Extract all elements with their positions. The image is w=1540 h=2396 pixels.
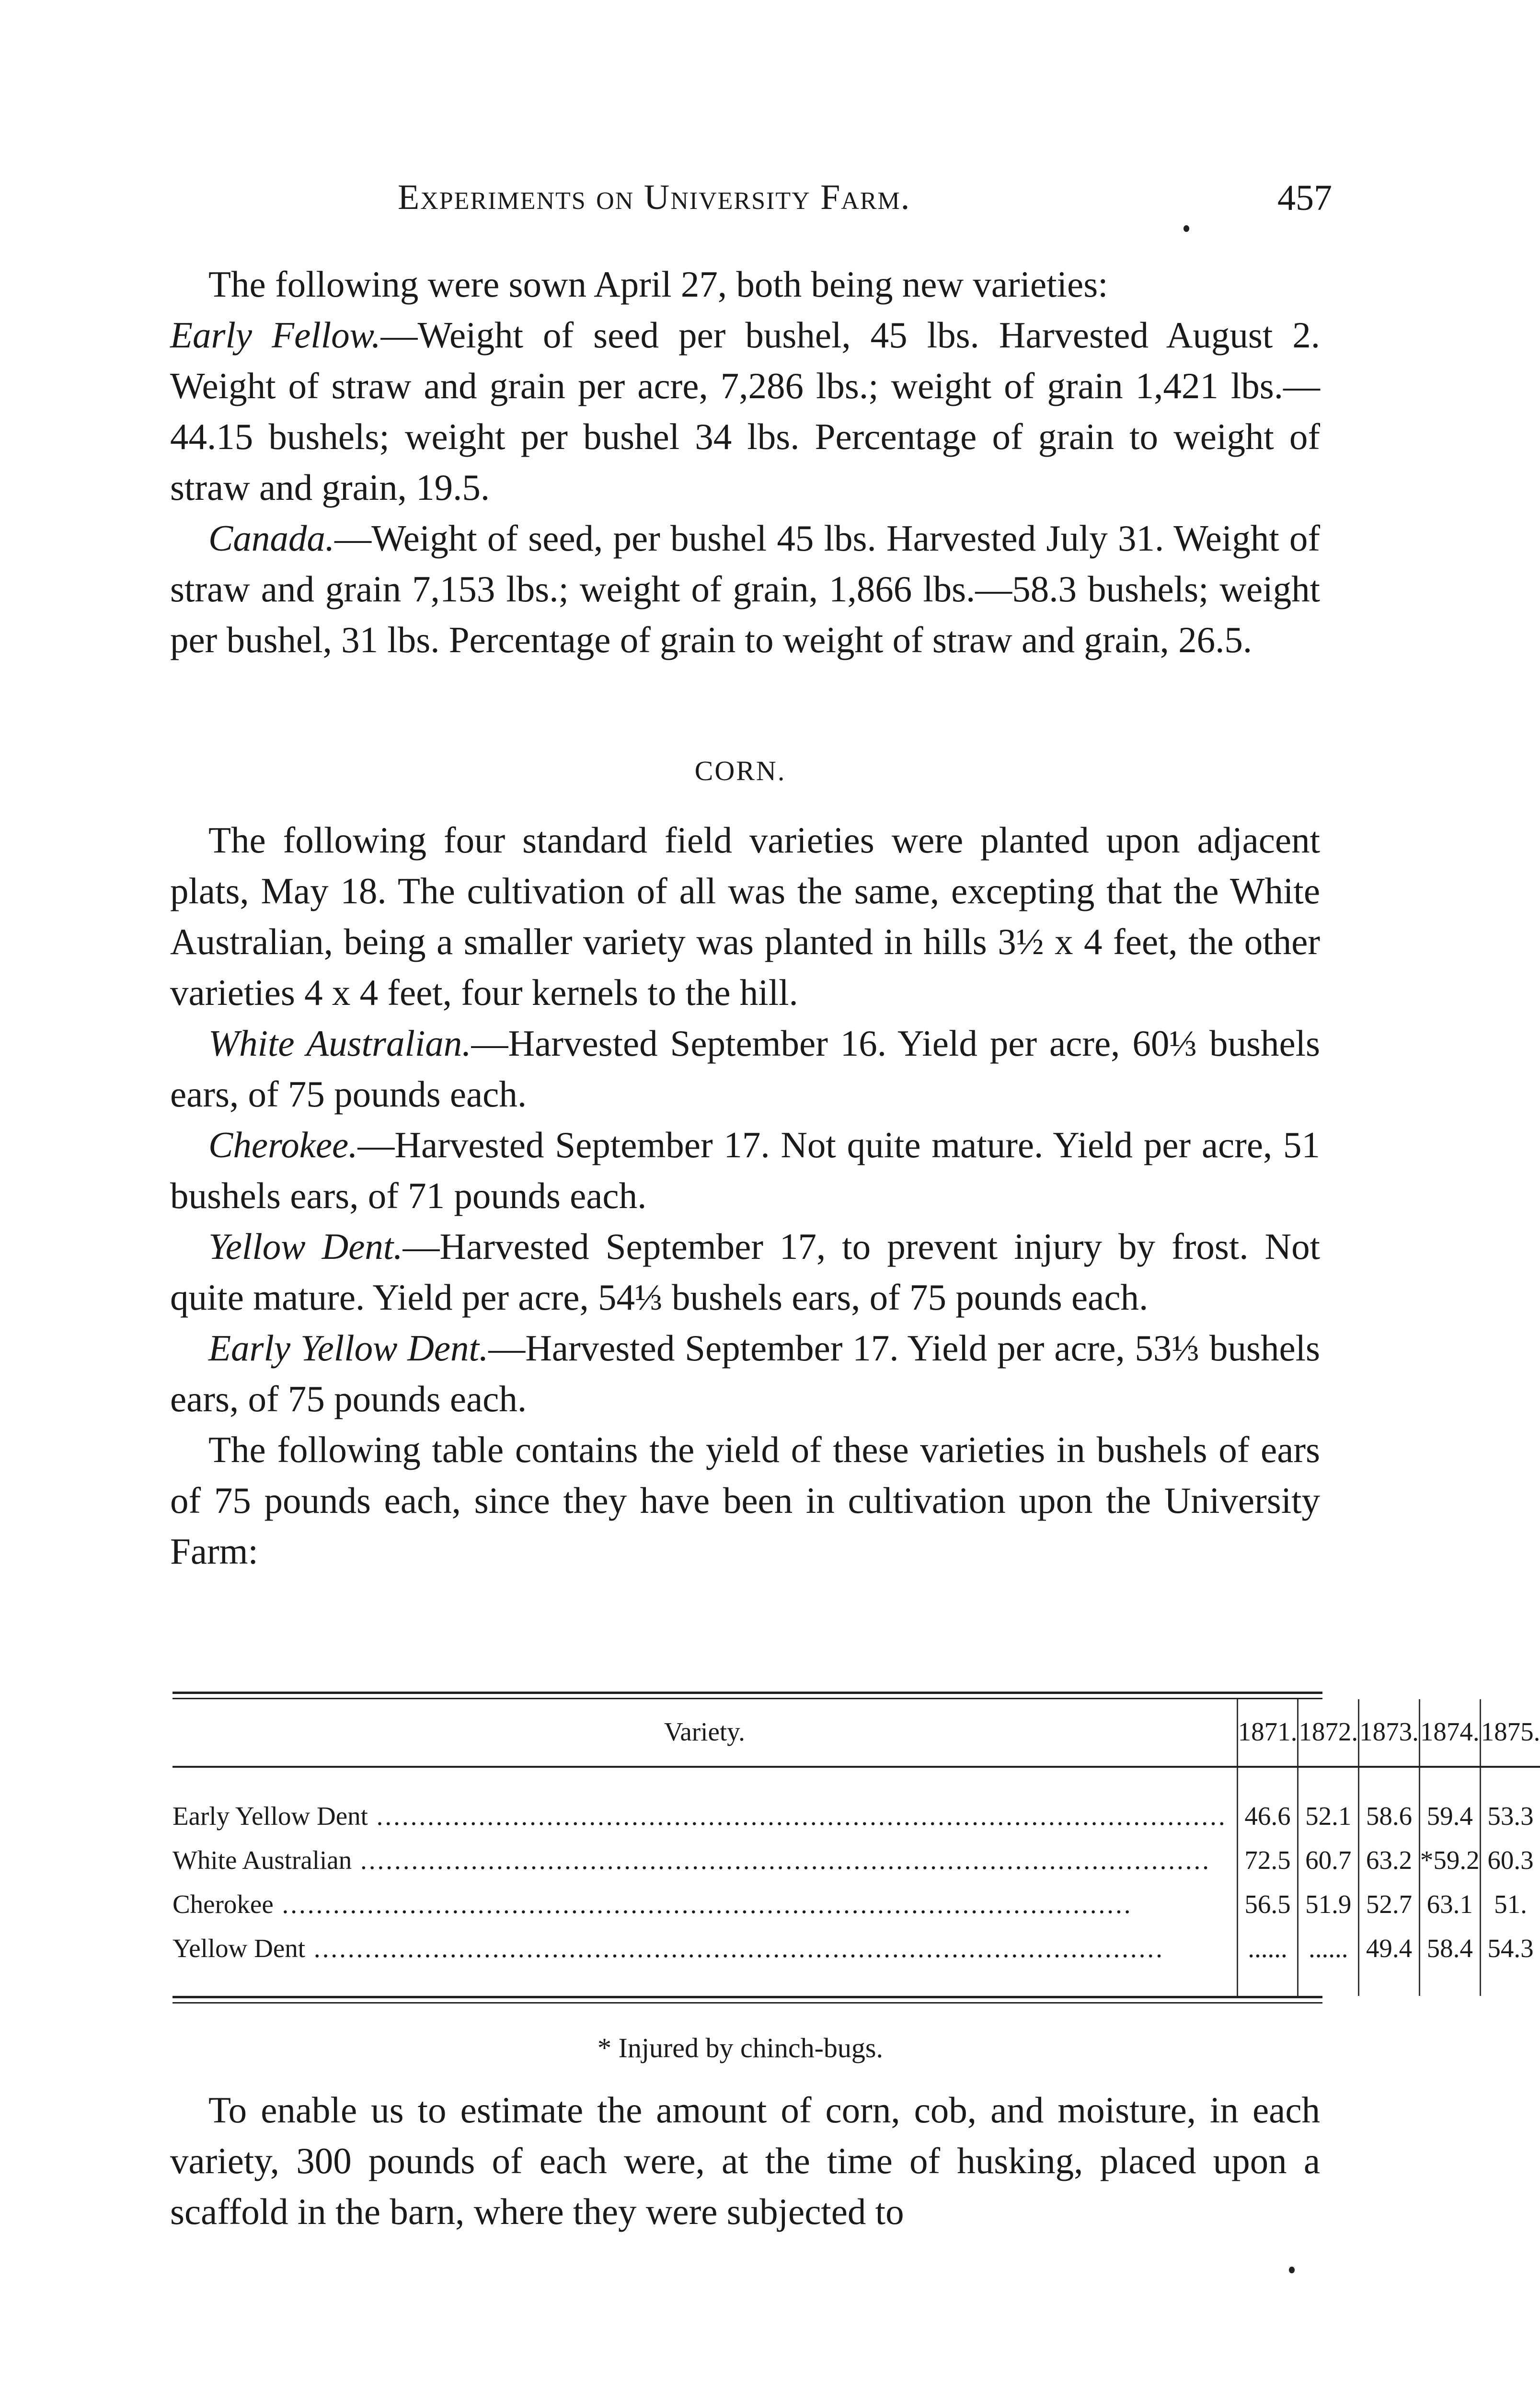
variety-name: White Australian.	[208, 1023, 471, 1064]
paragraph: The following table contains the yield of these varieties in bushels of ears of 75 pounds each, since they have been in cultivation upon the University Farm:	[170, 1429, 1320, 1572]
variety-label: Early Yellow Dent .....	[172, 1801, 1227, 1831]
yield-cell: 52.7	[1359, 1882, 1420, 1926]
yield-cell: 46.6	[1237, 1767, 1298, 1838]
yield-table	[172, 1699, 1540, 1996]
paragraph-cherokee	[170, 1119, 1320, 1221]
paragraph-early-fellow	[170, 310, 1320, 513]
yield-cell: 63.1	[1419, 1882, 1480, 1926]
ink-speck	[1289, 2267, 1295, 2273]
column-header-variety: Variety.	[172, 1699, 1237, 1767]
variety-cell	[172, 1882, 1237, 1926]
yield-cell: 54.3	[1480, 1926, 1540, 1996]
paragraph-text: —Weight of seed, per bushel 45 lbs. Harvested July 31. Weight of straw and grain 7,153 lbs.; weight of grain, 1,866 lbs.—58.3 bushels; weight per bushel, 31 lbs. Percentage of grain to weight of straw and grain, 26.5.	[170, 518, 1320, 660]
yield-cell: 51.	[1480, 1882, 1540, 1926]
yield-cell: 63.2	[1359, 1838, 1420, 1882]
paragraph-text: —Harvested September 16. Yield per acre, 60⅓ bushels ears, of 75 pounds each.	[170, 1023, 1320, 1115]
yield-cell: ......	[1298, 1926, 1359, 1996]
table-row	[172, 1767, 1540, 1838]
page-number: 457	[1277, 178, 1332, 218]
yield-cell: 60.7	[1298, 1838, 1359, 1882]
variety-cell	[172, 1838, 1237, 1882]
table-header-row	[172, 1699, 1540, 1767]
variety-label: White Australian .....	[172, 1845, 1211, 1875]
paragraph: The following were sown April 27, both being new varieties:	[208, 264, 1108, 305]
variety-name: Canada.	[208, 518, 335, 559]
column-header-year: 1875.	[1480, 1699, 1540, 1767]
variety-cell	[172, 1767, 1237, 1838]
paragraph-early-yellow-dent	[170, 1323, 1320, 1424]
yield-cell: 59.4	[1419, 1767, 1480, 1838]
yield-cell: 72.5	[1237, 1838, 1298, 1882]
variety-name: Early Fellow.	[170, 314, 381, 356]
column-header-year: 1873.	[1359, 1699, 1420, 1767]
yield-cell: 58.4	[1419, 1926, 1480, 1996]
yield-cell: 51.9	[1298, 1882, 1359, 1926]
column-header-year: 1874.	[1419, 1699, 1480, 1767]
table-bottom-rule	[172, 1996, 1322, 2004]
paragraph-text: —Harvested September 17, to prevent injury by frost. Not quite mature. Yield per acre, 54⅓ bushels ears, of 75 pounds each.	[170, 1226, 1320, 1318]
oats-section	[170, 259, 1320, 665]
paragraph-text: —Harvested September 17. Not quite mature. Yield per acre, 51 bushels ears, of 71 pounds each.	[170, 1124, 1320, 1216]
yield-cell: 60.3	[1480, 1838, 1540, 1882]
variety-label: Yellow Dent .....	[172, 1934, 1164, 1963]
paragraph: To enable us to estimate the amount of corn, cob, and moisture, in each variety, 300 pounds of each were, at the time of husking, placed upon a scaffold in the barn, where they were subjected to	[170, 2089, 1320, 2232]
variety-name: Early Yellow Dent.	[208, 1327, 489, 1369]
table-footnote: * Injured by chinch-bugs.	[598, 2032, 883, 2063]
yield-cell: 49.4	[1359, 1926, 1420, 1996]
paragraph-canada	[170, 513, 1320, 665]
yield-cell: 58.6	[1359, 1767, 1420, 1838]
ink-speck	[1184, 225, 1189, 232]
paragraph-white-australian	[170, 1018, 1320, 1119]
paragraph-yellow-dent	[170, 1221, 1320, 1323]
section-heading: CORN.	[694, 755, 786, 786]
variety-name: Yellow Dent.	[208, 1226, 403, 1267]
variety-label: Cherokee .....	[172, 1889, 1133, 1919]
yield-cell: 53.3	[1480, 1767, 1540, 1838]
paragraph-text: —Weight of seed per bushel, 45 lbs. Harvested August 2. Weight of straw and grain per acre, 7,286 lbs.; weight of grain 1,421 lbs.—44.15 bushels; weight per bushel 34 lbs. Percentage of grain to weight of straw and grain, 19.5.	[170, 314, 1320, 508]
closing-section	[170, 2085, 1320, 2237]
table-top-rule	[172, 1692, 1322, 1699]
column-header-year: 1871.	[1237, 1699, 1298, 1767]
yield-cell: *59.2	[1419, 1838, 1480, 1882]
variety-name: Cherokee.	[208, 1124, 358, 1165]
variety-cell	[172, 1926, 1237, 1996]
yield-cell: 56.5	[1237, 1882, 1298, 1926]
paragraph: The following four standard field varieties were planted upon adjacent plats, May 18. The cultivation of all was the same, excepting that the White Australian, being a smaller variety was planted in hills 3½ x 4 feet, the other varieties 4 x 4 feet, four kernels to the hill.	[170, 819, 1320, 1013]
table-row	[172, 1926, 1540, 1996]
running-header: Experiments on University Farm.	[398, 178, 911, 217]
corn-section	[170, 815, 1320, 1577]
column-header-year: 1872.	[1298, 1699, 1359, 1767]
paragraph-text: —Harvested September 17. Yield per acre, 53⅓ bushels ears, of 75 pounds each.	[170, 1327, 1320, 1419]
table-row	[172, 1838, 1540, 1882]
yield-cell: ......	[1237, 1926, 1298, 1996]
table-row	[172, 1882, 1540, 1926]
yield-table-wrapper	[172, 1692, 1540, 2004]
yield-cell: 52.1	[1298, 1767, 1359, 1838]
